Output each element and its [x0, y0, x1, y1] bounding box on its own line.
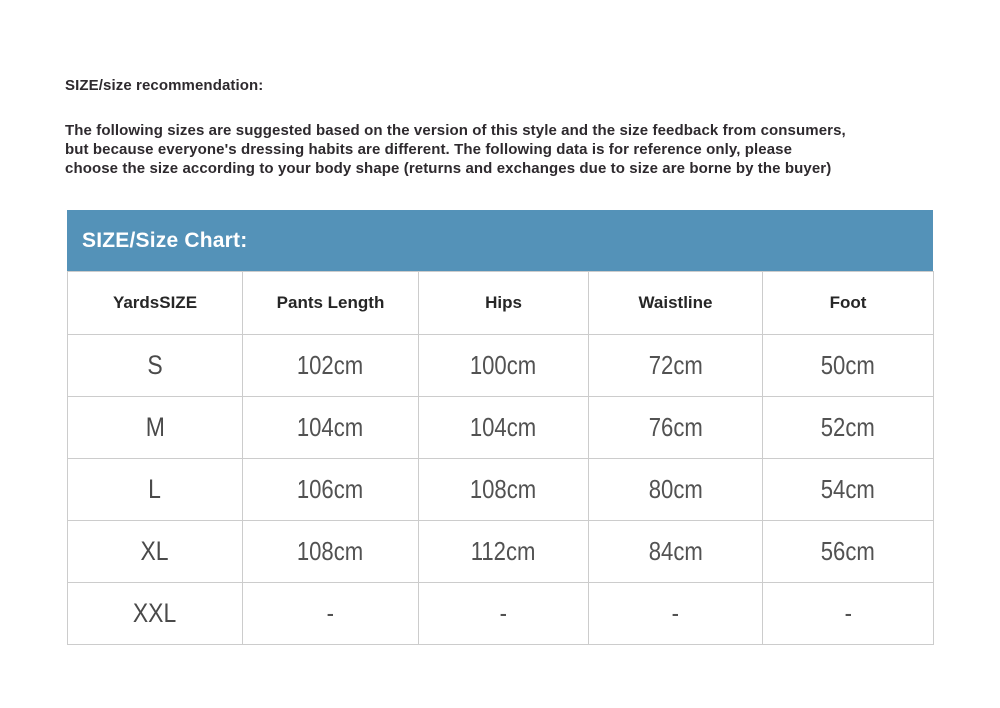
size-cell: S: [147, 350, 163, 380]
column-header-hips: Hips: [419, 272, 589, 335]
value-cell: 72cm: [648, 350, 703, 380]
table-row: [68, 459, 934, 521]
value-cell: 52cm: [820, 412, 876, 442]
size-cell: M: [145, 412, 165, 442]
table-row: [68, 521, 934, 583]
size-recommendation-paragraph: [65, 121, 955, 178]
value-cell: 54cm: [820, 474, 876, 504]
value-cell: 106cm: [297, 474, 364, 504]
column-header-foot: Foot: [763, 272, 934, 335]
value-cell: 84cm: [648, 536, 703, 566]
value-cell: 100cm: [470, 350, 537, 380]
table-header-row: [68, 272, 934, 335]
size-chart-title: SIZE/Size Chart:: [82, 228, 248, 252]
table-row: [68, 397, 934, 459]
recommendation-line-3: choose the size according to your body shape (returns and exchanges due to size are borne by the buyer): [65, 160, 832, 177]
value-cell: 108cm: [297, 536, 364, 566]
recommendation-line-1: The following sizes are suggested based on the version of this style and the size feedback from consumers,: [65, 122, 846, 139]
value-cell: 50cm: [820, 350, 876, 380]
value-cell: -: [671, 598, 680, 628]
size-cell: XL: [140, 536, 170, 566]
size-chart-table: [67, 271, 934, 645]
value-cell: 112cm: [471, 536, 536, 566]
column-header-pants-length: Pants Length: [243, 272, 419, 335]
column-header-size: YardsSIZE: [68, 272, 243, 335]
table-row: [68, 583, 934, 645]
value-cell: 102cm: [297, 350, 364, 380]
value-cell: -: [499, 598, 508, 628]
size-chart-title-bar: [67, 210, 933, 271]
value-cell: -: [844, 598, 852, 628]
value-cell: -: [326, 598, 335, 628]
size-recommendation-heading: SIZE/size recommendation:: [65, 77, 264, 94]
size-cell: L: [148, 474, 162, 504]
value-cell: 56cm: [820, 536, 876, 566]
table-row: [68, 335, 934, 397]
value-cell: 80cm: [648, 474, 703, 504]
value-cell: 76cm: [648, 412, 703, 442]
recommendation-line-2: but because everyone's dressing habits are different. The following data is for reference only, please: [65, 141, 793, 158]
value-cell: 104cm: [297, 412, 364, 442]
column-header-waistline: Waistline: [589, 272, 763, 335]
size-cell: XXL: [133, 598, 177, 628]
value-cell: 104cm: [470, 412, 537, 442]
value-cell: 108cm: [470, 474, 537, 504]
